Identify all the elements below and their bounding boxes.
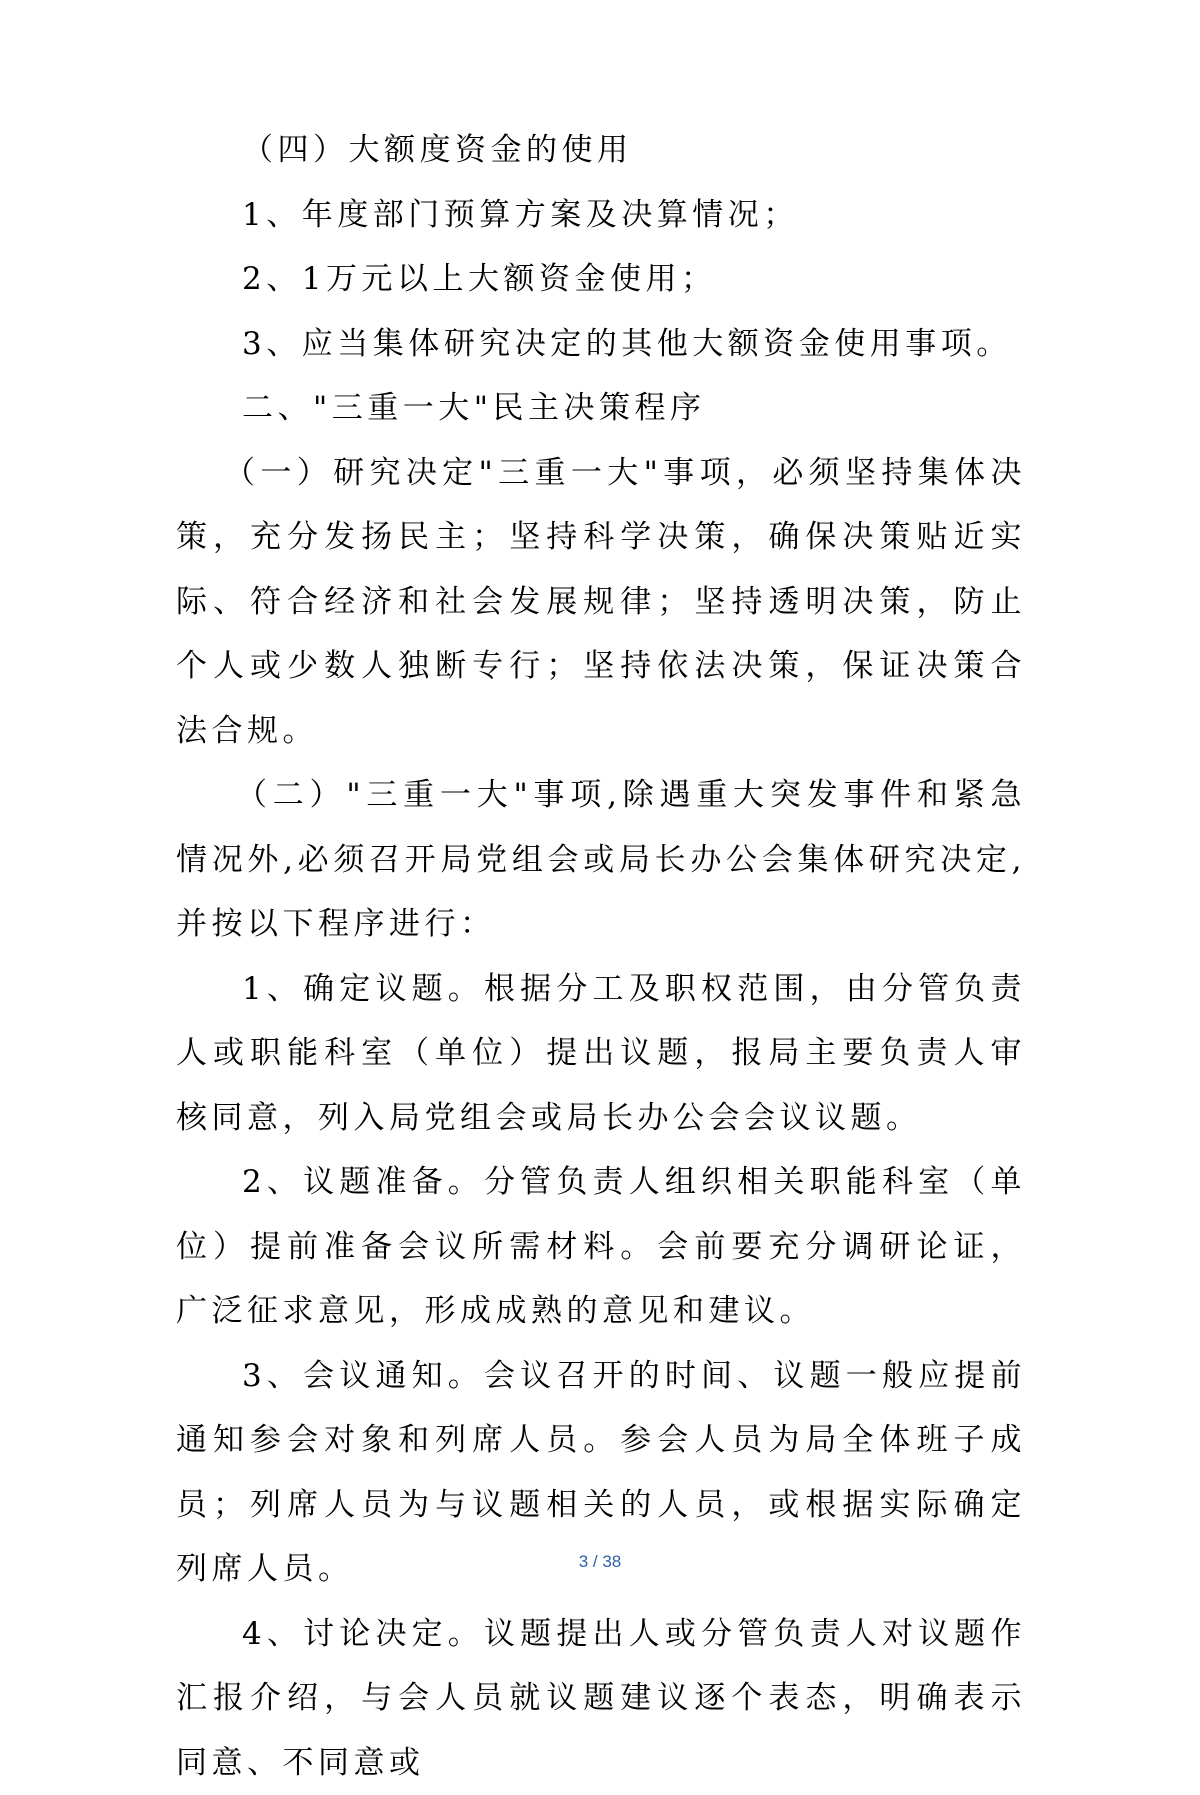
paragraph-collective-decision: （一）研究决定"三重一大"事项，必须坚持集体决策，充分发扬民主；坚持科学决策，确保决策贴近实际、符合经济和社会发展规律；坚持透明决策，防止个人或少数人独断专行；坚持依法决策，保证决策合法合规。: [176, 441, 1026, 764]
list-item-other-funds: 3、应当集体研究决定的其他大额资金使用事项。: [176, 312, 1026, 377]
paragraph-meeting-requirement: （二）"三重一大"事项,除遇重大突发事件和紧急情况外,必须召开局党组会或局长办公会集体研究决定,并按以下程序进行：: [176, 763, 1026, 957]
document-body: [176, 118, 1026, 1795]
paragraph-topic-preparation: 2、议题准备。分管负责人组织相关职能科室（单位）提前准备会议所需材料。会前要充分调研论证，广泛征求意见，形成成熟的意见和建议。: [176, 1150, 1026, 1344]
paragraph-discussion-decision: 4、讨论决定。议题提出人或分管负责人对议题作汇报介绍，与会人员就议题建议逐个表态，明确表示同意、不同意或: [176, 1602, 1026, 1795]
list-item-budget: 1、年度部门预算方案及决算情况；: [176, 183, 1026, 248]
section-heading-decision-procedure: 二、"三重一大"民主决策程序: [176, 376, 1026, 441]
paragraph-confirm-topic: 1、确定议题。根据分工及职权范围，由分管负责人或职能科室（单位）提出议题，报局主要负责人审核同意，列入局党组会或局长办公会会议议题。: [176, 957, 1026, 1151]
page-number: 3 / 38: [0, 1552, 1200, 1572]
section-heading-large-fund-use: （四）大额度资金的使用: [176, 118, 1026, 183]
list-item-large-funds: 2、1万元以上大额资金使用；: [176, 247, 1026, 312]
paragraph-meeting-notice: 3、会议通知。会议召开的时间、议题一般应提前通知参会对象和列席人员。参会人员为局全体班子成员；列席人员为与议题相关的人员，或根据实际确定列席人员。: [176, 1344, 1026, 1602]
